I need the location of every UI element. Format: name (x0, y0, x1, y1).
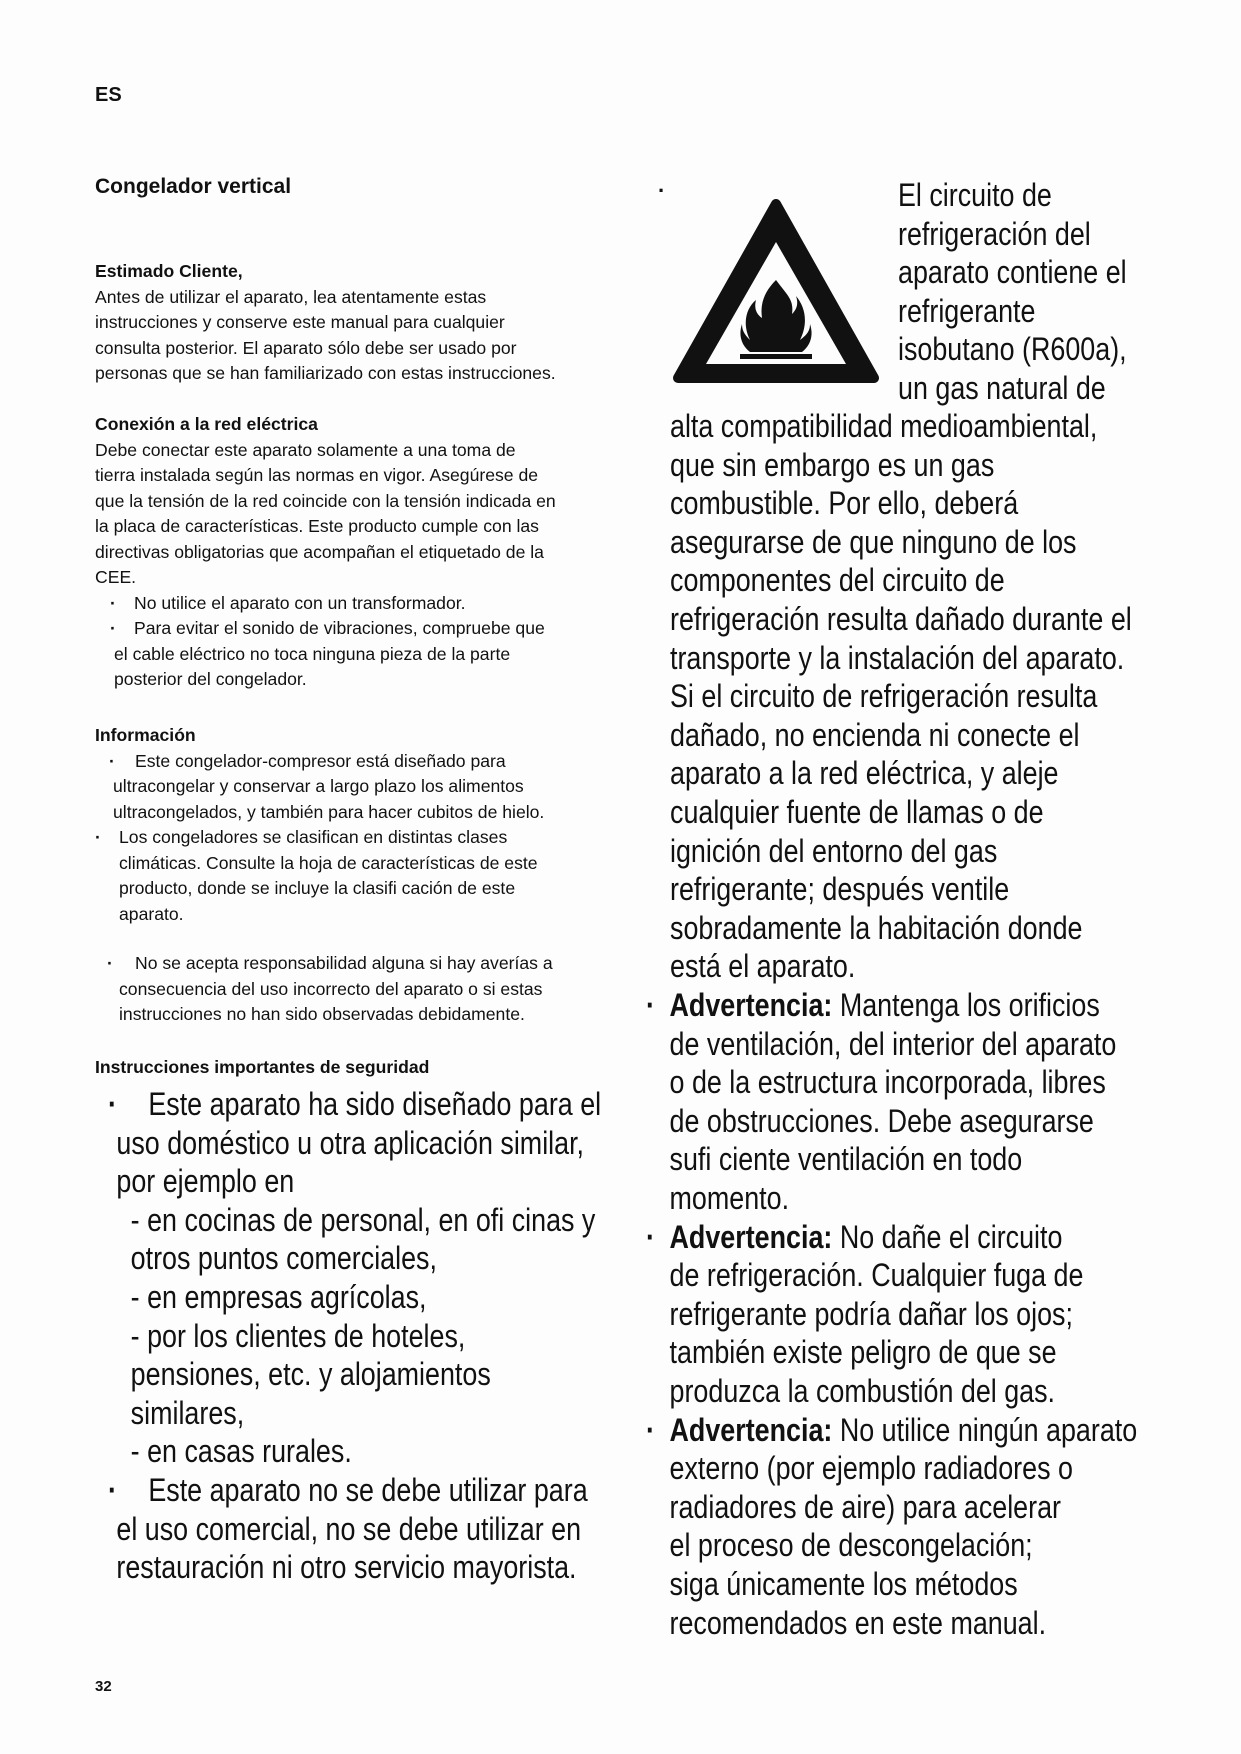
list-item (110, 591, 615, 617)
greeting-section (95, 259, 615, 387)
warning-label: Advertencia: (669, 1218, 833, 1255)
warning-text: o de la estructura incorporada, libres (669, 1064, 1106, 1101)
refrigerant-line: refrigeración del (898, 215, 1091, 252)
connection-line: que la tensión de la red coincide con la tensión indicada en (95, 490, 556, 511)
bullet-text: Para evitar el sonido de vibraciones, compruebe que (134, 618, 545, 638)
list-item (110, 616, 615, 693)
warning-text: sufi ciente ventilación en todo (669, 1141, 1023, 1178)
bullet-icon: · (109, 750, 115, 771)
refrigerant-line: Si el circuito de refrigeración resulta (670, 678, 1098, 715)
info-section (95, 723, 615, 1028)
greeting-line: instrucciones y conserve este manual para cualquier (95, 312, 505, 332)
refrigerant-line: refrigerante; después ventile (670, 871, 1010, 908)
warning-text: Mantenga los orificios (832, 987, 1100, 1023)
bullet-text: posterior del congelador. (114, 669, 307, 689)
info-heading: Información (95, 725, 196, 745)
connection-line: la placa de características. Este producto cumple con las (95, 516, 539, 536)
warning-text: el proceso de descongelación; (669, 1527, 1033, 1564)
refrigerant-line: aparato contiene el (898, 254, 1127, 291)
bullet-text: Este congelador-compresor está diseñado para (135, 750, 506, 771)
safety-list (108, 1085, 601, 1587)
refrigerant-line: aparato a la red eléctrica, y aleje (670, 755, 1059, 792)
safety-text: Este aparato ha sido diseñado para el (148, 1086, 602, 1122)
greeting-line: personas que se han familiarizado con estas instrucciones. (95, 363, 556, 383)
connection-section (95, 412, 615, 693)
safety-text: restauración ni otro servicio mayorista. (116, 1549, 577, 1586)
refrigerant-line: ignición del entorno del gas (670, 832, 998, 869)
bullet-icon: · (108, 1471, 117, 1508)
safety-text: Este aparato no se debe utilizar para (148, 1471, 588, 1508)
bullet-text: producto, donde se incluye la clasifi cación de este (119, 878, 516, 898)
bullet-text: ultracongelar y conservar a largo plazo los alimentos (113, 776, 524, 796)
safety-text: por ejemplo en (116, 1163, 295, 1200)
warning-text: refrigerante podría dañar los ojos; (669, 1295, 1073, 1332)
bullet-icon: · (646, 1411, 655, 1448)
bullet-text: Los congeladores se clasifican en distintas clases (119, 827, 508, 847)
list-item (95, 825, 615, 927)
refrigerant-line: componentes del circuito de (670, 562, 1005, 599)
bullet-icon: · (110, 592, 116, 613)
warning-text: de ventilación, del interior del aparato (669, 1025, 1117, 1062)
list-item (646, 1411, 1137, 1643)
safety-heading-wrap (95, 1055, 615, 1081)
safety-text: uso doméstico u otra aplicación similar, (116, 1124, 585, 1161)
warning-text: No dañe el circuito (832, 1218, 1063, 1255)
refrigerant-line: asegurarse de que ninguno de los (670, 523, 1077, 560)
warning-text: de refrigeración. Cualquier fuga de (669, 1257, 1084, 1294)
warnings-list (646, 986, 1137, 1642)
list-item (107, 951, 615, 1028)
warning-text: No utilice ningún aparato (832, 1411, 1138, 1448)
refrigerant-line: sobradamente la habitación donde (670, 909, 1083, 946)
bullet-text: No se acepta responsabilidad alguna si hay averías a (135, 953, 553, 973)
refrigerant-line: que sin embargo es un gas (670, 446, 995, 483)
safety-sub: pensiones, etc. y alojamientos (130, 1356, 491, 1393)
refrigerant-line: dañado, no encienda ni conecte el (670, 716, 1080, 753)
warning-text: también existe peligro de que se (669, 1334, 1057, 1371)
warning-label: Advertencia: (669, 987, 833, 1023)
safety-heading: Instrucciones importantes de seguridad (95, 1057, 430, 1077)
list-item (109, 749, 615, 826)
connection-heading: Conexión a la red eléctrica (95, 414, 318, 434)
refrigerant-text-top (898, 176, 1127, 408)
connection-line: CEE. (95, 567, 137, 587)
list-item (108, 1085, 601, 1471)
greeting-line: Antes de utilizar el aparato, lea atentamente estas (95, 286, 487, 307)
bullet-icon: · (108, 1086, 117, 1122)
bullet-icon: · (95, 827, 101, 847)
flammable-warning-icon (670, 196, 882, 386)
safety-text: el uso comercial, no se debe utilizar en (116, 1510, 582, 1547)
greeting-line: consulta posterior. El aparato sólo debe ser usado por (95, 337, 517, 358)
refrigerant-line: cualquier fuente de llamas o de (670, 793, 1044, 830)
language-code: ES (95, 84, 122, 106)
warning-text: momento. (669, 1179, 790, 1216)
bullet-text: instrucciones no han sido observadas debidamente. (119, 1004, 525, 1024)
safety-sub: - por los clientes de hoteles, (130, 1317, 466, 1354)
warning-text: siga únicamente los métodos (669, 1565, 1018, 1602)
safety-sub: - en cocinas de personal, en ofi cinas y (130, 1201, 596, 1238)
warning-text: radiadores de aire) para acelerar (669, 1488, 1061, 1525)
connection-line: directivas obligatorias que acompañan el etiquetado de la (95, 541, 544, 562)
greeting-heading: Estimado Cliente, (95, 261, 243, 281)
refrigerant-line: un gas natural de (898, 369, 1106, 406)
safety-sub: otros puntos comerciales, (130, 1240, 437, 1277)
list-item (646, 1218, 1137, 1411)
refrigerant-line: combustible. Por ello, deberá (670, 485, 1019, 522)
bullet-icon: · (658, 178, 666, 203)
page-title: Congelador vertical (95, 175, 292, 198)
safety-sub: - en empresas agrícolas, (130, 1278, 427, 1315)
warning-label: Advertencia: (669, 1411, 833, 1448)
refrigerant-line: está el aparato. (670, 948, 856, 985)
bullet-text: el cable eléctrico no toca ninguna pieza de la parte (114, 643, 511, 664)
page-number: 32 (95, 1678, 112, 1695)
warning-text: externo (por ejemplo radiadores o (669, 1450, 1073, 1487)
bullet-icon: · (107, 953, 113, 973)
connection-line: tierra instalada según las normas en vigor. Asegúrese de (95, 465, 539, 485)
warning-text: recomendados en este manual. (669, 1604, 1047, 1641)
refrigerant-line: transporte y la instalación del aparato. (670, 639, 1125, 676)
warning-text: de obstrucciones. Debe asegurarse (669, 1102, 1094, 1139)
bullet-icon: · (646, 987, 655, 1023)
refrigerant-line: refrigerante (898, 292, 1036, 329)
bullet-icon: · (646, 1218, 655, 1255)
bullet-text: No utilice el aparato con un transformador. (134, 592, 466, 613)
refrigerant-line: refrigeración resulta dañado durante el (670, 600, 1132, 637)
refrigerant-line: El circuito de (898, 177, 1052, 213)
refrigerant-line: alta compatibilidad medioambiental, (670, 408, 1098, 444)
bullet-text: ultracongelados, y también para hacer cubitos de hielo. (113, 801, 545, 822)
bullet-text: climáticas. Consulte la hoja de características de este (119, 852, 538, 873)
bullet-text: aparato. (119, 903, 184, 924)
bullet-icon: · (110, 618, 116, 638)
safety-sub: - en casas rurales. (130, 1433, 352, 1470)
list-item (108, 1471, 601, 1587)
connection-line: Debe conectar este aparato solamente a una toma de (95, 439, 516, 460)
refrigerant-text-rest (670, 407, 1132, 986)
warning-text: produzca la combustión del gas. (669, 1372, 1056, 1409)
refrigerant-line: isobutano (R600a), (898, 331, 1127, 368)
safety-sub: similares, (130, 1394, 245, 1431)
list-item (646, 986, 1137, 1218)
bullet-text: consecuencia del uso incorrecto del aparato o si estas (119, 978, 543, 999)
